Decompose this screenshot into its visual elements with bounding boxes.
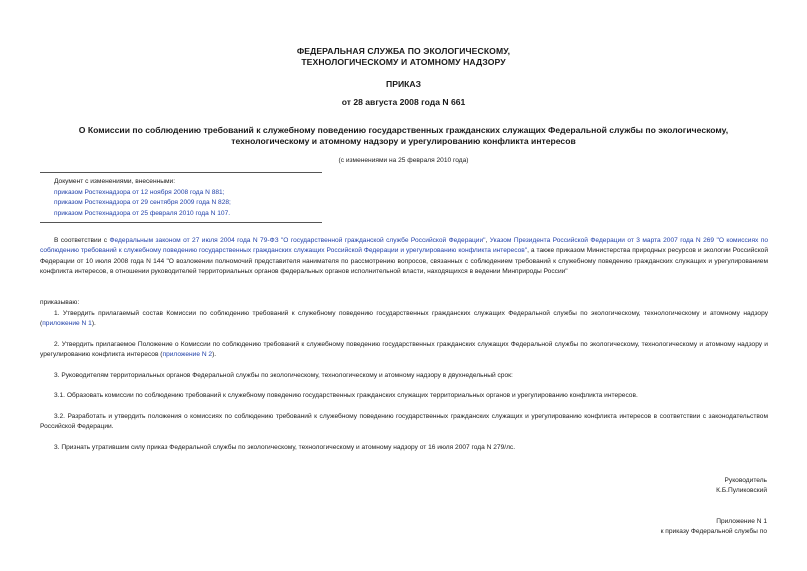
amendments-note: (с изменениями на 25 февраля 2010 года) <box>338 157 469 164</box>
agency-name: ФЕДЕРАЛЬНАЯ СЛУЖБА ПО ЭКОЛОГИЧЕСКОМУ, ТЕХНОЛОГИЧЕСКОМУ И АТОМНОМУ НАДЗОРУ <box>296 46 511 67</box>
appendix-header <box>661 517 767 538</box>
item-4: 3. Признать утратившим силу приказ Федеральной службы по экологическому, технологическому и атомному надзору от 16 июля 2007 года N 279/лс. <box>54 444 516 451</box>
signature-block <box>716 476 767 497</box>
appendix-line-1: Приложение N 1 <box>716 518 767 525</box>
document-type: ПРИКАЗ <box>386 79 421 89</box>
order-word: приказываю: <box>40 299 80 306</box>
item-3-1: 3.1. Образовать комиссии по соблюдению требований к служебному поведению государственных гражданских служащих территориальных органов и урегулированию конфликта интересов. <box>54 392 638 399</box>
appendix-2-link[interactable]: приложение N 2 <box>162 351 213 359</box>
item-3: 3. Руководителям территориальных органов Федеральной службы по экологическому, технологическому и атомному надзору в двухнедельный срок: <box>54 372 513 379</box>
divider-bottom <box>40 222 322 223</box>
item-1: 1. Утвердить прилагаемый состав Комиссии по соблюдению требований к служебному поведению государственных гражданских служащих Федеральной службы по экологическому, технологическому и атомному надзору (приложение N 1). <box>40 310 768 328</box>
document-date-number: от 28 августа 2008 года N 661 <box>341 97 466 107</box>
presidential-decree-link[interactable]: Указом Президента Российской Федерации от 3 марта 2007 года N 269 "О комиссиях по соблюдению требований к служебному поведению государственных гражданских служащих Российской Федерации и урегулированию конфликта интересов" <box>40 237 768 255</box>
amendment-link-1[interactable]: приказом Ростехнадзора от 12 ноября 2008 года N 881; <box>54 188 225 196</box>
document-title: О Комиссии по соблюдению требований к служебному поведению государственных гражданских служащих Федеральной службы по экологическому, технологическому и атомному надзору и урегулированию конфликта интересов <box>78 125 729 146</box>
preamble-paragraph: В соответствии с Федеральным законом от 27 июля 2004 года N 79-ФЗ "О государственной гражданской службе Российской Федерации", Указом Президента Российской Федерации от 3 марта 2007 года N 269 "О комиссиях по соблюдению требований к служебному поведению государственных гражданских служащих Российской Федерации и урегулированию конфликта интересов", а также приказом Министерства природных ресурсов и экологии Российской Федерации от 10 июля 2008 года N 144 "О возложении полномочий представителя нанимателя по рассмотрению вопросов, связанных с соблюдением требований к служебному поведению гражданских служащих и урегулированием конфликта интересов, в отношении руководителей территориальных органов федеральных органов исполнительной власти, находящихся в ведении Минприроды России" <box>40 237 768 276</box>
item-2: 2. Утвердить прилагаемое Положение о Комиссии по соблюдению требований к служебному поведению государственных гражданских служащих Федеральной службы по экологическому, технологическому и атомному надзору и урегулированию конфликта интересов (приложение N 2). <box>40 341 768 359</box>
federal-law-link[interactable]: Федеральным законом от 27 июля 2004 года N 79-ФЗ "О государственной гражданской службе Российской Федерации" <box>109 237 486 244</box>
appendix-1-link[interactable]: приложение N 1 <box>42 320 92 328</box>
amendments-label: Документ с изменениями, внесенными: <box>54 178 176 185</box>
amendments-box <box>54 177 231 219</box>
appendix-line-2: к приказу Федеральной службы по <box>660 528 767 536</box>
amendment-link-3[interactable]: приказом Ростехнадзора от 25 февраля 2010 года N 107. <box>54 209 231 217</box>
signature-role: Руководитель <box>724 477 767 484</box>
item-3-2: 3.2. Разработать и утвердить положения о комиссиях по соблюдению требований к служебному поведению государственных гражданских служащих и урегулированию конфликта интересов в соответствии с законодательством Российской Федерации. <box>40 413 768 431</box>
amendment-link-2[interactable]: приказом Ростехнадзора от 29 сентября 2009 года N 828; <box>54 199 231 206</box>
divider-top <box>40 172 322 173</box>
signature-name: К.Б.Пуликовский <box>716 487 767 495</box>
